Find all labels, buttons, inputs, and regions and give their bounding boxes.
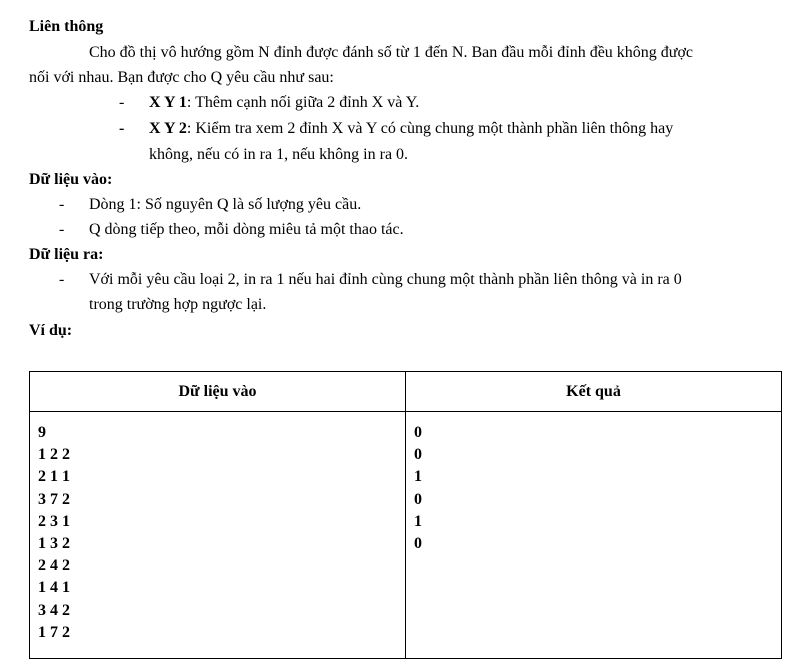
output-item-dash: - [59,271,65,288]
input-line: 1 4 1 [38,579,70,597]
example-input-cell [30,412,406,659]
example-output-cell [406,412,782,659]
query-1-code: X Y 1 [149,94,187,111]
input-line: 2 4 2 [38,557,70,575]
input-line: 3 7 2 [38,490,70,508]
output-line: 0 [414,490,422,508]
output-line: 1 [414,512,422,530]
query-2-dash: - [119,120,125,137]
input-line: 1 2 2 [38,446,70,464]
input-line: 3 4 2 [38,601,70,619]
output-heading: Dữ liệu ra: [29,246,104,263]
query-2 [149,118,673,140]
example-header-row [30,372,782,412]
output-column-header: Kết quả [406,372,782,412]
intro-line-2: nối với nhau. Bạn được cho Q yêu cầu như sau: [29,69,334,86]
input-item-1-dash: - [59,196,65,213]
input-line: 2 1 1 [38,468,70,486]
input-line: 1 7 2 [38,623,70,641]
query-2-text-line-2: không, nếu có in ra 1, nếu không in ra 0. [149,146,409,163]
input-heading: Dữ liệu vào: [29,171,113,188]
input-line: 9 [38,424,46,441]
input-item-1: Dòng 1: Số nguyên Q là số lượng yêu cầu. [89,196,362,213]
output-item-line-2: trong trường hợp ngược lại. [89,296,267,313]
problem-title: Liên thông [29,18,104,35]
output-line: 1 [414,468,422,486]
input-line: 2 3 1 [38,512,70,530]
example-body-row [30,412,782,659]
output-line: 0 [414,446,422,464]
example-table [29,371,782,659]
query-1-text: : Thêm cạnh nối giữa 2 đỉnh X và Y. [186,94,420,111]
query-1-dash: - [119,94,125,111]
query-2-code: X Y 2 [149,120,187,137]
input-item-2: Q dòng tiếp theo, mỗi dòng miêu tả một thao tác. [89,221,404,238]
input-column-header: Dữ liệu vào [30,372,406,412]
query-2-text-line-1: : Kiểm tra xem 2 đỉnh X và Y có cùng chung một thành phần liên thông hay [186,120,674,137]
output-item-line-1: Với mỗi yêu cầu loại 2, in ra 1 nếu hai đỉnh cùng chung một thành phần liên thông và in ra 0 [89,271,682,288]
input-item-2-dash: - [59,221,65,238]
input-line: 1 3 2 [38,535,70,553]
query-1 [149,92,419,114]
output-line: 0 [414,424,422,441]
output-line: 0 [414,535,422,553]
example-heading: Ví dụ: [29,322,73,339]
intro-line-1: Cho đồ thị vô hướng gồm N đỉnh được đánh số từ 1 đến N. Ban đầu mỗi đỉnh đều không được [89,44,694,61]
